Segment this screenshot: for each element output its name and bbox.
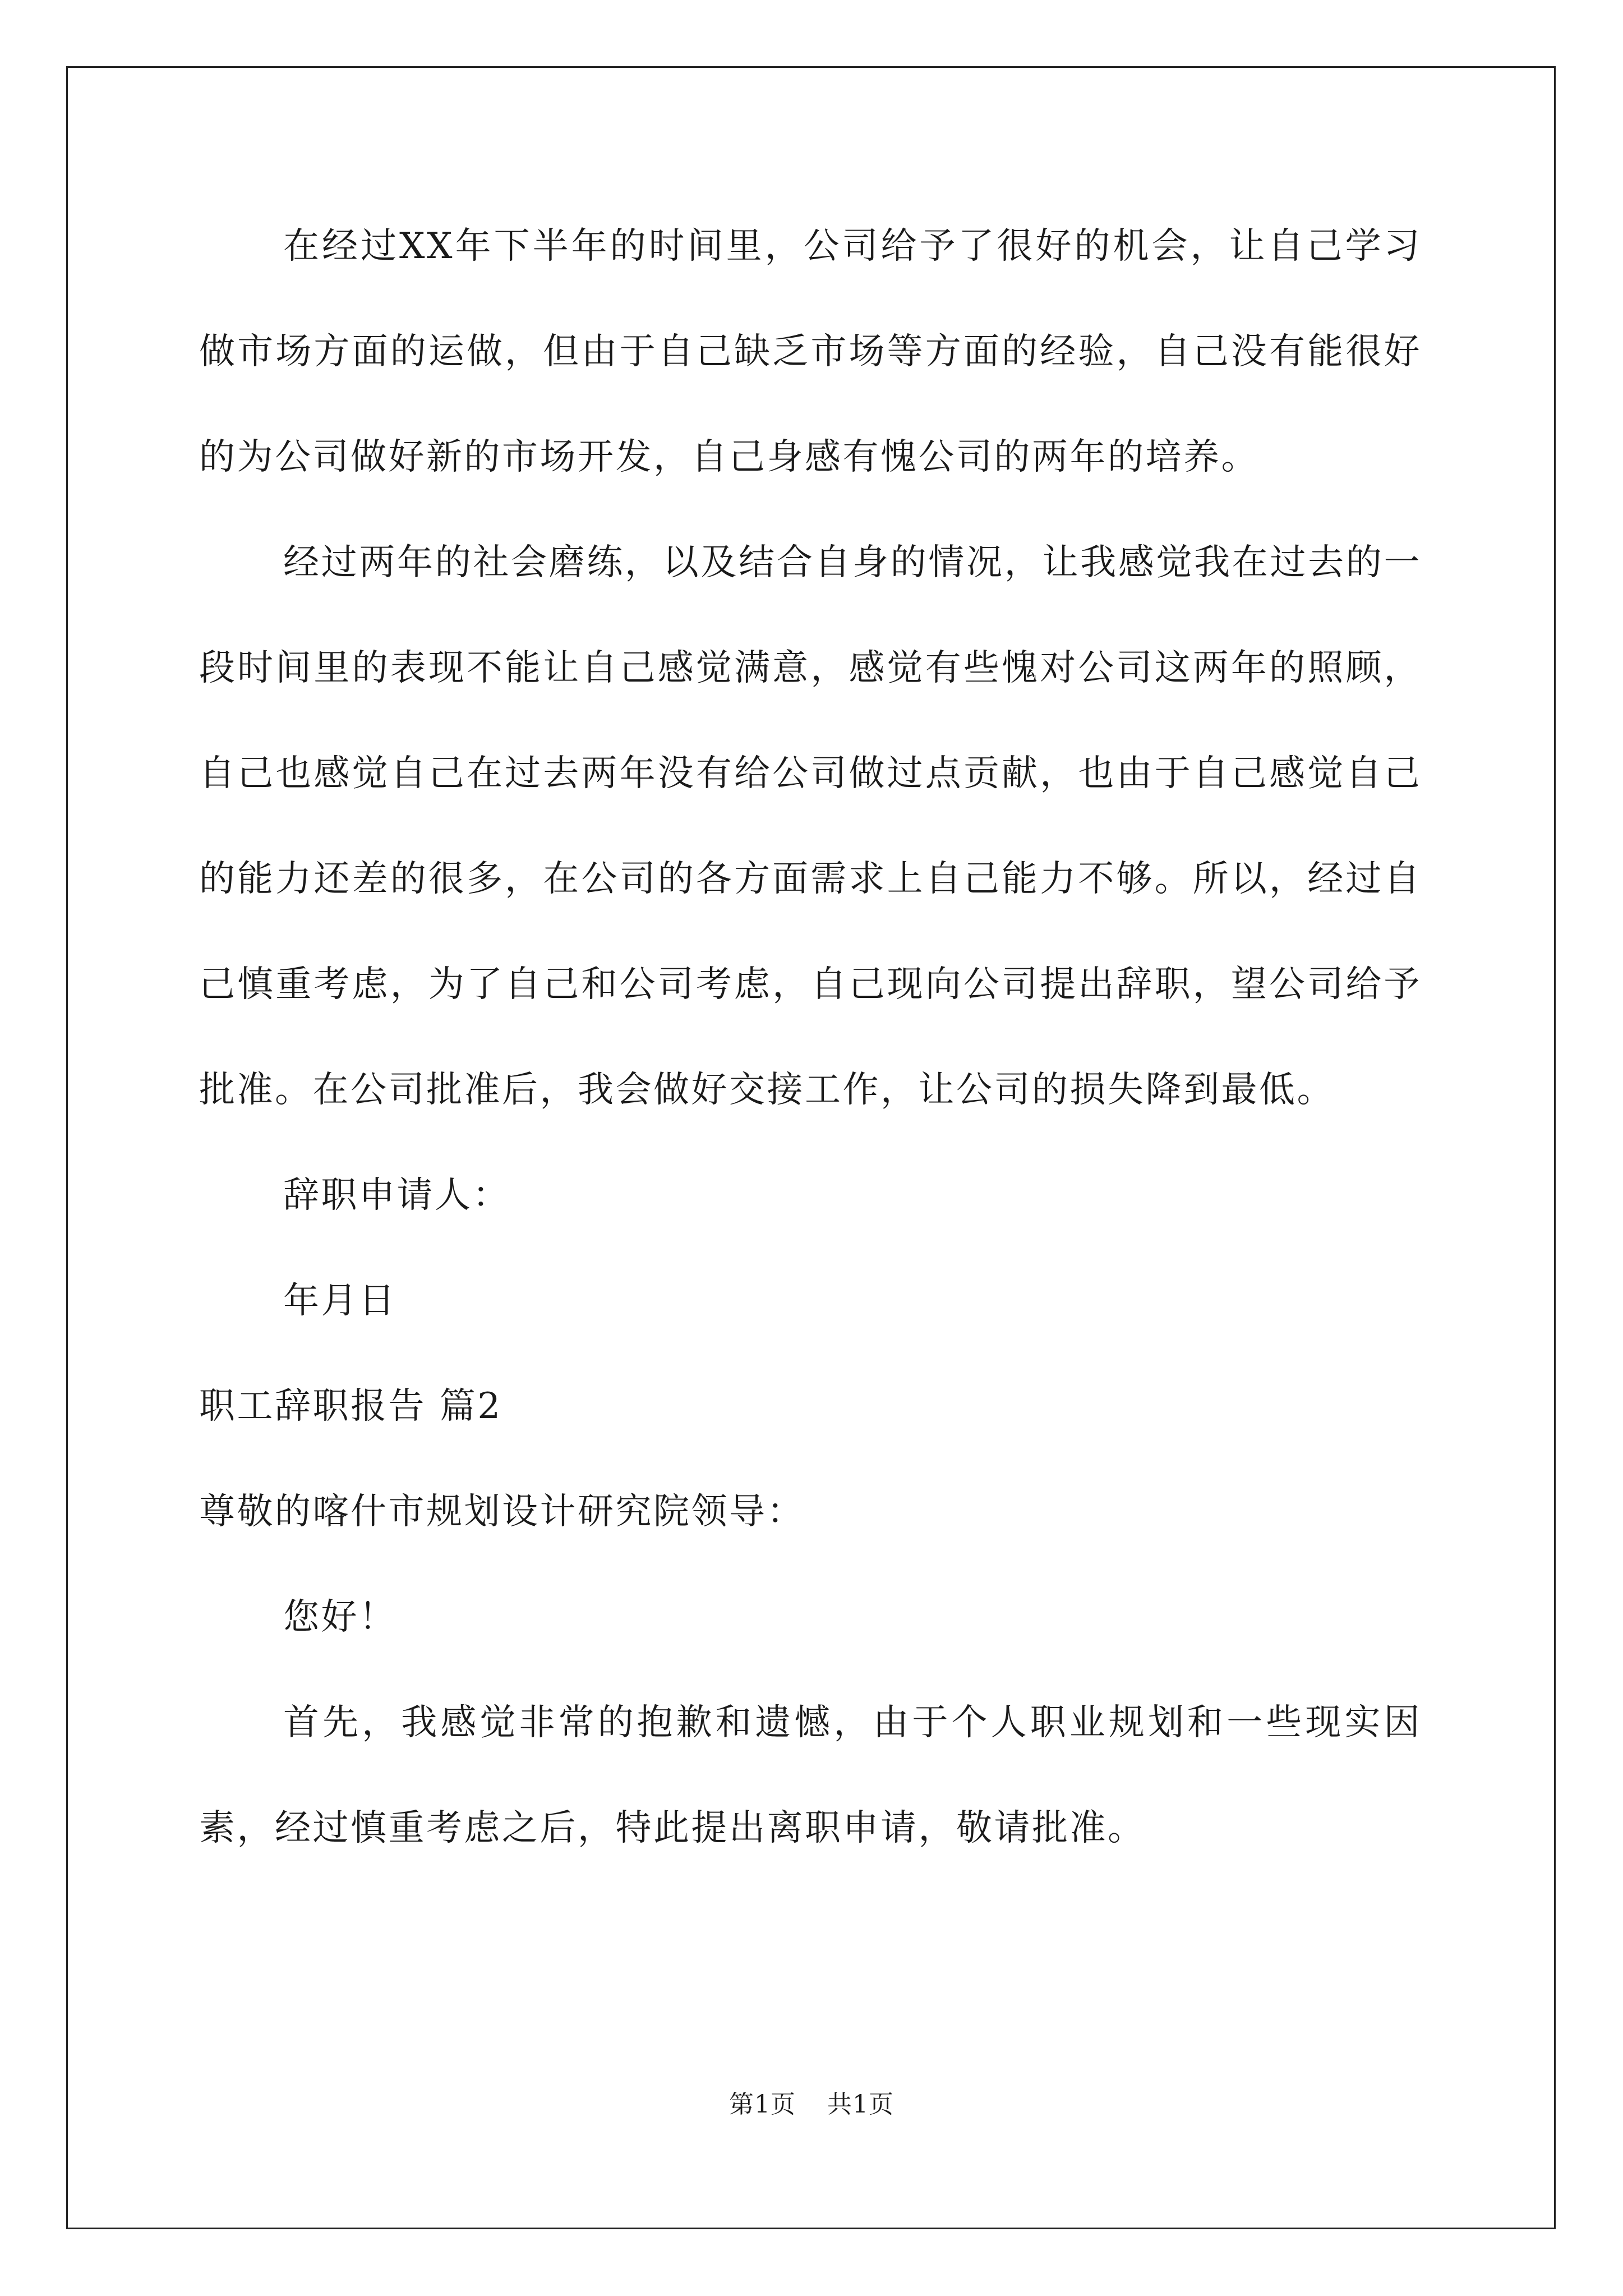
page-total: 共1页	[827, 2090, 894, 2119]
page-footer	[0, 2084, 1623, 2120]
greeting: 您好！	[283, 1596, 397, 1638]
paragraph-experience: 在经过XX年下半年的时间里，公司给予了很好的机会，让自己学习做市场方面的运做，但由于自己缺乏市场等方面的经验，自己没有能很好的为公司做好新的市场开发，自己身感有愧公司的两年的培养。	[199, 226, 1422, 478]
signature-applicant: 辞职申请人：	[283, 1175, 510, 1216]
page-number: 第1页	[729, 2090, 796, 2119]
salutation: 尊敬的喀什市规划设计研究院领导：	[199, 1491, 805, 1533]
section-heading: 职工辞职报告 篇2	[199, 1386, 502, 1427]
signature-date: 年月日	[283, 1280, 397, 1322]
document-body	[199, 194, 1422, 1881]
paragraph-reflection: 经过两年的社会磨练，以及结合自身的情况，让我感觉我在过去的一段时间里的表现不能让自己感觉满意，感觉有些愧对公司这两年的照顾，自己也感觉自己在过去两年没有给公司做过点贡献，也由于自己感觉自己的能力还差的很多，在公司的各方面需求上自己能力不够。所以，经过自己慎重考虑，为了自己和公司考虑，自己现向公司提出辞职，望公司给予批准。在公司批准后，我会做好交接工作，让公司的损失降到最低。	[199, 542, 1422, 1111]
paragraph-request: 首先，我感觉非常的抱歉和遗憾，由于个人职业规划和一些现实因素，经过慎重考虑之后，特此提出离职申请，敬请批准。	[199, 1702, 1422, 1849]
